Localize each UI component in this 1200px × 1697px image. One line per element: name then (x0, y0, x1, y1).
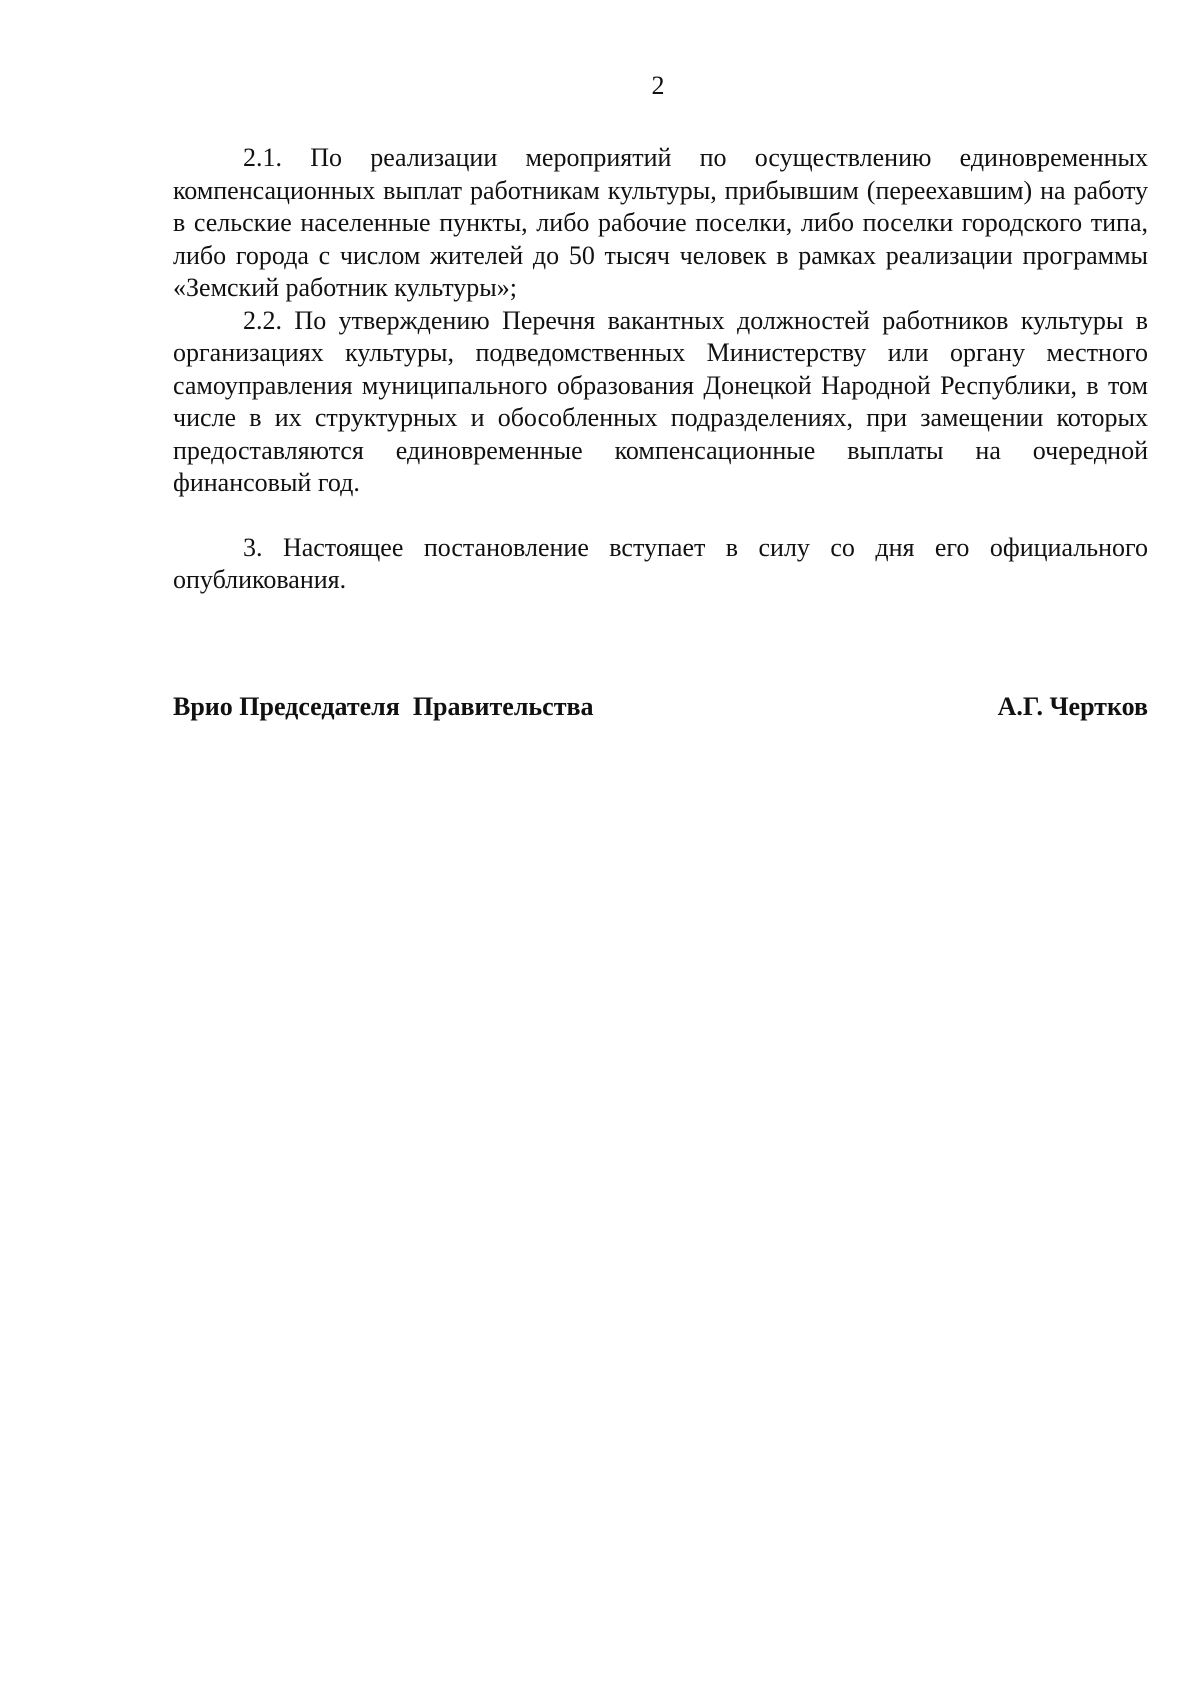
paragraph-3: 3. Настоящее постановление вступает в силу со дня его официального опубликования. (173, 532, 1148, 594)
paragraph-2-2: 2.2. По утверждению Перечня вакантных должностей работников культуры в организациях культуры, подведомственных Министерству или органу местного самоуправления муниципального образования Донецкой Народной Республики, в том числе в их структурных и обособленных подразделениях, при замещении которых предоставляются единовременные компенсационные выплаты на очередной финансовый год. (173, 305, 1148, 497)
document-body (173, 142, 1148, 597)
signatory-title: Врио Председателя Правительства (173, 692, 594, 721)
signature-block (173, 691, 1148, 723)
signatory-name: А.Г. Чертков (997, 692, 1148, 721)
paragraph-2-1: 2.1. По реализации мероприятий по осуществлению единовременных компенсационных выплат работникам культуры, прибывшим (переехавшим) на работу в сельские населенные пункты, либо рабочие поселки, либо поселки городского типа, либо города с числом жителей до 50 тысяч человек в рамках реализации программы «Земский работник культуры»; (173, 143, 1148, 302)
page-number: 2 (651, 71, 665, 100)
